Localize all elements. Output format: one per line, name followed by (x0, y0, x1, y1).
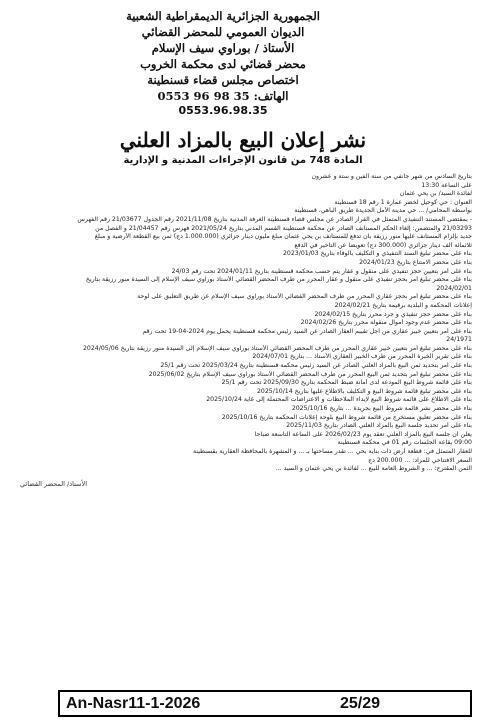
body-line: بناء على محضر نشر قائمة شروط البيع بجريدة ... بتاريخ 2025/10/16 (291, 405, 472, 413)
body-line: السعر الافتتاحي للمزاد: ... 200.000 دج (368, 456, 472, 464)
body-line: 09:00 بقاعة الجلسات رقم 01 في محكمة قسنطينة (337, 439, 472, 447)
body-line: بناء على أمر بتحديد ثمن البيع بالمزاد العلني الصادر عن السيد رئيس محكمة قسنطينة بتاريخ 2025/03/24 تحت رقم 25/1 (160, 362, 472, 370)
body-line: 21/03293 والمتضمن: إلغاء الحكم المستأنف الصادر عن محكمة قسنطينة القسم المدني بتاريخ 2021/05/24 فهرس رقم 21/04457 و الفصل من (95, 224, 472, 232)
header-line-1: الجمهورية الجزائرية الديمقراطية الشعبية (126, 9, 320, 23)
legal-article: المادة 748 من قانون الإجراءات المدنية و الإدارية (123, 155, 363, 166)
body-line: بناء على محضر تبليغ أمر بحجز تنفيذي على منقول و عقار المحرر من طرف المحضر القضائي الأستاذ بوراوي سيف الإسلام إلى السيدة منور رزيقة بتاريخ (85, 276, 472, 284)
header-line-2: الديوان العمومي للمحضر القضائي (141, 25, 305, 39)
body-line: بناء على أمر بتعيين حجز تنفيذي على منقول و عقار يتم حسب محكمة قسنطينة بتاريخ 2024/01/11 تحت رقم 24/03 (171, 267, 472, 275)
body-line: ثلاثمائة ألف دينار جزائري (300.000 دج) تعويضا عن التأخير في الدفع (294, 241, 472, 249)
announcement-body (14, 173, 472, 474)
body-line: بناء على محضر تبليغ أمر بتعيين خبير عقاري المحرر من طرف المحضر القضائي الأستاذ بوراوي سيف الإسلام إلى السيدة منور رزيقة بتاريخ 2024/05/06 (82, 344, 472, 352)
header-line-3: الأستاذ / بوراوي سيف الإسلام (151, 41, 295, 55)
body-line: جديد بإلزام المستأنف عليها منور رزيقة بأن تدفع للمستأنف بن يحي عثمان مبلغ مليون دينار جزائري (1.000.000 دج) ثمن بيع القطعة الأرضية و مبلغ (94, 233, 472, 241)
body-line: 2024/02/01 (436, 284, 472, 292)
body-line: بناء على أمر بتعيين خبير عقاري من أجل تقييم العقار الصادر عن السيد رئيس محكمة قسنطينة يحمل يوم 2024-04-19 تحت رقم (142, 327, 472, 335)
body-line: بناء على قائمة شروط البيع المودعة لدى أمانة ضبط المحكمة بتاريخ 2025/09/30 تحت رقم 25/1 (221, 379, 472, 387)
body-line: على الساعة 13:30 (421, 181, 472, 189)
letterhead (14, 8, 432, 104)
newspaper-reference: An-Nasr11-1-2026 (66, 694, 201, 712)
body-line: بناء على محضر عدم وجود أموال منقولة محرر بتاريخ 2024/02/26 (300, 319, 472, 327)
document-page (14, 8, 472, 688)
body-line: بناء على أمر تحديد جلسة البيع بالمزاد العلني الصادر بتاريخ 2025/11/03 (286, 422, 472, 430)
body-line: بناء على محضر تبليغ السند التنفيذي و التكليف بالوفاء بتاريخ 2023/01/03 (283, 250, 472, 258)
phone-number: 0553.96.98.35 (178, 104, 268, 117)
body-line: لفائدة السيد/ بن يحي عثمان (399, 190, 472, 198)
body-line: يعلن أن جلسة البيع بالمزاد العلني تعقد يوم 2026/02/23 على الساعة التاسعة صباحا (254, 430, 472, 438)
body-line: - بمقتضى المستند التنفيذي المتمثل في القرار الصادر عن مجلس قضاء قسنطينة الغرفة المدنية بتاريخ 2021/11/08 رقم الجدول 21/03677 رقم الفهرس (77, 215, 472, 223)
body-line: 24/1971 (446, 336, 472, 344)
body-line: بواسطة المحامي/ ... حي مدينة الأمل الجديدة طريق الباهي، قسنطينة (294, 207, 472, 215)
body-line: بناء على الاطلاع على قائمة شروط البيع لإبداء الملاحظات و الاعتراضات المحتملة إلى غاية 2025/10/24 (206, 396, 472, 404)
header-phone: الهاتف: 35 98 96 0553 (157, 89, 289, 103)
body-line: الثمن المقترح: ... و الشروط العامة للبيع ... لفائدة بن يحي عثمان و السيد ... (275, 465, 472, 473)
body-line: بناء على محضر الامتناع بتاريخ 2024/01/23 (359, 258, 472, 266)
header-line-4: محضر قضائي لدى محكمة الخروب (140, 57, 306, 71)
body-line: بناء على محضر تبليغ قائمة شروط البيع و التكليف بالاطلاع عليها بتاريخ 2025/10/14 (256, 387, 472, 395)
header-line-5: اختصاص مجلس قضاء قسنطينة (147, 73, 299, 87)
body-line: بناء على محضر تبليغ أمر بحجز عقاري المحرر من طرف المحضر القضائي الأستاذ بوراوي سيف الإسلام عن طريق التعليق على لوحة (137, 293, 472, 301)
signature: الأستاذ/ المحضر القضائي (20, 479, 87, 488)
page-footer (58, 690, 472, 717)
page-number: 25/29 (339, 694, 380, 712)
body-line: إعلانات المحكمة و البلدية برقيمة بتاريخ 2024/02/21 (334, 301, 472, 309)
body-line: بتاريخ السادس من شهر جانفي من سنة ألفين و ستة و عشرون (311, 173, 472, 180)
body-line: بناء على محضر حجز تنفيذي و جرد محرر بتاريخ 2024/02/15 (314, 310, 472, 318)
announcement-title: نشر إعلان البيع بالمزاد العلني (119, 128, 367, 152)
body-line: العنوان : حي كوحيل لخضر عمارة 1 رقم 18 قسنطينة (334, 198, 472, 206)
body-line: للعقار المتمثل في: قطعة أرض ذات بناية بحي ... تقدر مساحتها بـ ... و المشهرة بالمحافظة العقارية بقسنطينة (192, 448, 472, 455)
body-line: بناء على محضر تبليغ أمر بتحديد ثمن البيع المحرر من طرف المحضر القضائي الأستاذ بوراوي سيف الإسلام بتاريخ 2025/06/02 (148, 370, 472, 378)
body-line: بناء على محضر تعليق مستخرج من قائمة شروط البيع بلوحة إعلانات المحكمة بتاريخ 2025/10/16 (221, 413, 472, 421)
body-line: بناء على تقرير الخبرة المحرر من طرف الخبير العقاري الأستاذ ... بتاريخ 2024/07/01 (252, 353, 472, 361)
